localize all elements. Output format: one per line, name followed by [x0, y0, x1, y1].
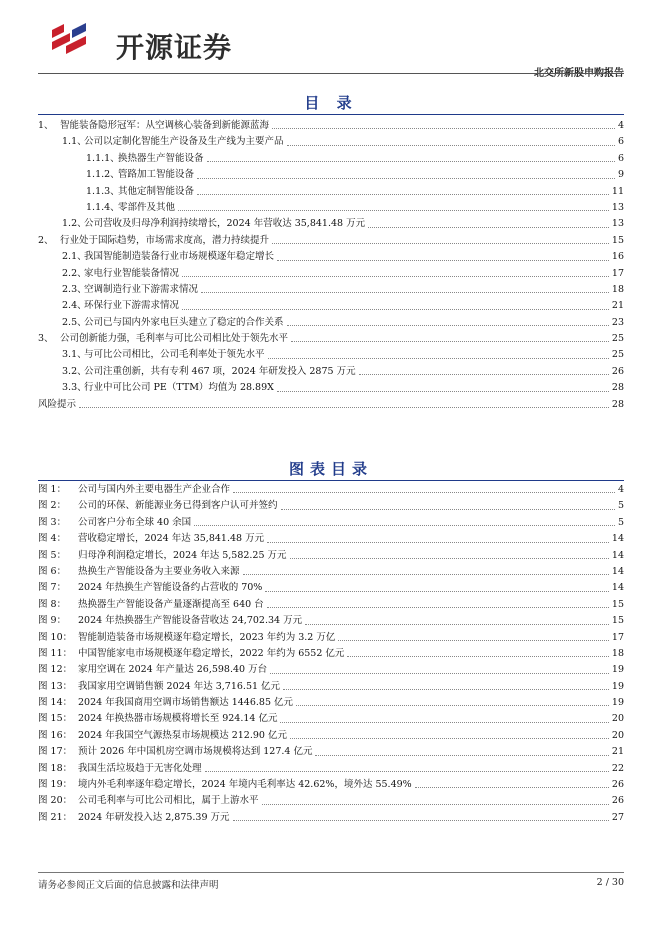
toc-entry[interactable]: [38, 118, 624, 134]
entry-title: 环保行业下游需求情况: [84, 300, 180, 312]
toc-entry[interactable]: [38, 364, 624, 380]
toc-entry[interactable]: [38, 380, 624, 396]
entry-number: 图 8：: [38, 598, 67, 610]
page-header: [38, 18, 624, 79]
dot-leader: [267, 597, 609, 608]
entry-title: 我国家用空调销售额 2024 年达 3,716.51 亿元: [78, 680, 281, 692]
entry-title: 2024 年换热器市场规模将增长至 924.14 亿元: [78, 713, 278, 725]
dot-leader: [277, 380, 609, 391]
entry-title: 2024 年我国空气源热泵市场规模达 212.90 亿元: [78, 729, 287, 741]
entry-number: 图 3：: [38, 516, 67, 528]
toc-entry[interactable]: [38, 200, 624, 216]
dot-leader: [290, 548, 609, 559]
dot-leader: [287, 315, 609, 326]
entry-page: 13: [611, 201, 624, 213]
entry-title: 家用空调在 2024 年产量达 26,598.40 万台: [78, 664, 268, 676]
entry-title: 2024 年研发投入达 2,875.39 万元: [78, 811, 230, 823]
dot-leader: [178, 200, 609, 211]
toc-entry[interactable]: [38, 233, 624, 249]
dot-leader: [233, 810, 609, 821]
entry-number: 图 18：: [38, 762, 73, 774]
entry-title: 公司毛利率与可比公司相比，属于上游水平: [78, 795, 259, 807]
figure-entry[interactable]: [38, 695, 624, 711]
entry-page: 15: [611, 615, 624, 627]
entry-number: 2.5、: [62, 316, 87, 328]
dot-leader: [277, 249, 609, 260]
entry-number: 图 5：: [38, 549, 67, 561]
entry-number: 图 14：: [38, 697, 73, 709]
entry-page: 13: [611, 218, 624, 230]
figure-entry[interactable]: [38, 564, 624, 580]
entry-number: 图 12：: [38, 664, 73, 676]
figure-entry[interactable]: [38, 777, 624, 793]
entry-page: 21: [611, 746, 624, 758]
entry-title: 公司已与国内外家电巨头建立了稳定的合作关系: [84, 316, 284, 328]
entry-page: 17: [611, 631, 624, 643]
dot-leader: [270, 662, 609, 673]
dot-leader: [368, 216, 609, 227]
table-of-contents: [38, 118, 624, 413]
entry-page: 6: [617, 136, 624, 148]
figure-entry[interactable]: [38, 597, 624, 613]
entry-page: 20: [611, 713, 624, 725]
entry-number: 图 6：: [38, 565, 67, 577]
entry-number: 图 1：: [38, 484, 67, 495]
figure-entry[interactable]: [38, 482, 624, 498]
entry-page: 27: [611, 811, 624, 823]
entry-page: 25: [611, 333, 624, 345]
dot-leader: [338, 630, 609, 641]
dot-leader: [283, 679, 609, 690]
page-number: 2 / 30: [596, 877, 624, 888]
entry-title: 管路加工智能设备: [118, 169, 195, 181]
figure-entry[interactable]: [38, 580, 624, 596]
entry-number: 1.1.1、: [86, 152, 120, 164]
figure-entry[interactable]: [38, 662, 624, 678]
toc-entry[interactable]: [38, 282, 624, 298]
dot-leader: [347, 646, 608, 657]
dot-leader: [415, 777, 609, 788]
dot-leader: [194, 515, 615, 526]
entry-number: 1.2、: [62, 218, 87, 230]
entry-page: 14: [611, 565, 624, 577]
entry-number: 图 2：: [38, 500, 67, 512]
toc-entry[interactable]: [38, 184, 624, 200]
entry-title: 中国智能家电市场规模逐年稳定增长，2022 年约为 6552 亿元: [78, 647, 345, 659]
entry-title: 2024 年热换器生产智能设备营收达 24,702.34 万元: [78, 615, 303, 627]
dot-leader: [265, 580, 609, 591]
toc-entry[interactable]: [38, 216, 624, 232]
dot-leader: [280, 711, 608, 722]
toc-entry[interactable]: [38, 151, 624, 167]
entry-number: 2、: [38, 234, 54, 246]
entry-number: 1.1.4、: [86, 201, 120, 213]
entry-number: 图 7：: [38, 582, 67, 594]
dot-leader: [291, 331, 609, 342]
figure-entry[interactable]: [38, 761, 624, 777]
figure-entry[interactable]: [38, 793, 624, 809]
toc-entry[interactable]: [38, 266, 624, 282]
dot-leader: [359, 364, 609, 375]
dot-leader: [315, 744, 608, 755]
entry-title: 公司注重创新，共有专利 467 项，2024 年研发投入 2875 万元: [84, 365, 356, 377]
entry-title: 家电行业智能装备情况: [84, 267, 180, 279]
entry-title: 2024 年我国商用空调市场销售额达 1446.85 亿元: [78, 697, 294, 709]
entry-title: 风险提示: [38, 398, 77, 410]
entry-number: 图 4：: [38, 533, 67, 545]
entry-page: 11: [611, 185, 624, 197]
entry-number: 2.4、: [62, 300, 87, 312]
entry-title: 公司营收及归母净利润持续增长，2024 年营收达 35,841.48 万元: [84, 218, 366, 230]
entry-number: 2.2、: [62, 267, 87, 279]
figure-entry[interactable]: [38, 711, 624, 727]
entry-title: 公司的环保、新能源业务已得到客户认可并签约: [78, 500, 278, 512]
entry-number: 1.1.3、: [86, 185, 120, 197]
entry-title: 境内外毛利率逐年稳定增长，2024 年境内毛利率达 42.62%，境外达 55.49%: [78, 779, 412, 791]
entry-number: 图 17：: [38, 746, 73, 758]
figures-title: 图表目录: [288, 460, 373, 478]
dot-leader: [262, 793, 609, 804]
entry-page: 9: [617, 169, 624, 181]
entry-page: 4: [617, 484, 624, 495]
figure-entry[interactable]: [38, 646, 624, 662]
dot-leader: [268, 347, 609, 358]
toc-entry[interactable]: [38, 331, 624, 347]
entry-title: 智能装备隐形冠军：从空调核心装备到新能源蓝海: [60, 120, 270, 131]
entry-title: 营收稳定增长，2024 年达 35,841.48 万元: [78, 533, 265, 545]
entry-title: 智能制造装备市场规模逐年稳定增长，2023 年约为 3.2 万亿: [78, 631, 336, 643]
figure-entry[interactable]: [38, 515, 624, 531]
entry-number: 3.1、: [62, 349, 87, 361]
logo-text: 开源证券: [116, 31, 233, 64]
entry-title: 预计 2026 年中国机房空调市场规模将达到 127.4 亿元: [78, 746, 313, 758]
entry-page: 26: [611, 779, 624, 791]
footer-disclaimer: 请务必参阅正文后面的信息披露和法律声明: [38, 880, 219, 891]
entry-title: 其他定制智能设备: [118, 185, 195, 197]
entry-number: 图 21：: [38, 811, 73, 823]
header-rule: [38, 73, 624, 74]
entry-number: 图 16：: [38, 729, 73, 741]
toc-entry[interactable]: [38, 298, 624, 314]
entry-page: 28: [611, 382, 624, 394]
entry-page: 6: [617, 152, 624, 164]
entry-page: 19: [611, 680, 624, 692]
toc-title-rule: [38, 114, 624, 115]
entry-page: 16: [611, 251, 624, 263]
entry-title: 热换器生产智能设备产量逐渐提高至 640 台: [78, 598, 264, 610]
entry-number: 图 15：: [38, 713, 73, 725]
figure-entry[interactable]: [38, 630, 624, 646]
entry-title: 公司与国内外主要电器生产企业合作: [78, 484, 231, 495]
entry-title: 与可比公司相比，公司毛利率处于领先水平: [84, 349, 265, 361]
dot-leader: [182, 266, 609, 277]
entry-title: 公司创新能力强，毛利率与可比公司相比处于领先水平: [60, 333, 289, 345]
figures-title-rule: [38, 480, 624, 481]
entry-page: 5: [617, 500, 624, 512]
entry-page: 4: [617, 120, 624, 131]
entry-title: 热换生产智能设备为主要业务收入来源: [78, 565, 240, 577]
entry-number: 3、: [38, 333, 54, 345]
figure-entry[interactable]: [38, 531, 624, 547]
toc-title: 目 录: [304, 94, 358, 112]
dot-leader: [272, 233, 609, 244]
dot-leader: [197, 167, 615, 178]
figure-entry[interactable]: [38, 744, 624, 760]
entry-page: 22: [611, 762, 624, 774]
entry-number: 图 11：: [38, 647, 73, 659]
entry-title: 行业中可比公司 PE（TTM）均值为 28.89X: [84, 382, 274, 394]
entry-page: 28: [611, 398, 624, 410]
entry-number: 3.3、: [62, 382, 87, 394]
entry-page: 14: [611, 549, 624, 561]
dot-leader: [272, 118, 615, 129]
entry-number: 图 9：: [38, 615, 67, 627]
toc-entry[interactable]: [38, 249, 624, 265]
entry-title: 我国智能制造装备行业市场规模逐年稳定增长: [84, 251, 275, 263]
entry-title: 我国生活垃圾趋于无害化处理: [78, 762, 202, 774]
entry-page: 14: [611, 533, 624, 545]
entry-page: 15: [611, 234, 624, 246]
dot-leader: [296, 695, 609, 706]
entry-page: 18: [611, 647, 624, 659]
toc-entry[interactable]: [38, 397, 624, 413]
dot-leader: [205, 761, 609, 772]
entry-number: 图 13：: [38, 680, 73, 692]
dot-leader: [182, 298, 609, 309]
entry-number: 1、: [38, 120, 54, 131]
dot-leader: [287, 134, 615, 145]
entry-page: 5: [617, 516, 624, 528]
dot-leader: [207, 151, 615, 162]
entry-page: 26: [611, 365, 624, 377]
kaiyuan-logo-icon: [50, 20, 90, 60]
dot-leader: [243, 564, 609, 575]
dot-leader: [197, 184, 609, 195]
entry-number: 图 19：: [38, 779, 73, 791]
entry-page: 19: [611, 697, 624, 709]
entry-page: 21: [611, 300, 624, 312]
entry-title: 换热器生产智能设备: [118, 152, 204, 164]
entry-page: 15: [611, 598, 624, 610]
figure-entry[interactable]: [38, 613, 624, 629]
footer-rule: [38, 872, 624, 873]
dot-leader: [201, 282, 609, 293]
dot-leader: [267, 531, 609, 542]
figure-entry[interactable]: [38, 810, 624, 826]
figure-entry[interactable]: [38, 548, 624, 564]
entry-title: 空调制造行业下游需求情况: [84, 283, 199, 295]
dot-leader: [290, 728, 609, 739]
figure-entry[interactable]: [38, 679, 624, 695]
entry-page: 20: [611, 729, 624, 741]
entry-page: 17: [611, 267, 624, 279]
entry-title: 公司以定制化智能生产设备及生产线为主要产品: [84, 136, 284, 148]
figure-entry[interactable]: [38, 498, 624, 514]
entry-title: 零部件及其他: [118, 201, 176, 213]
figure-list: [38, 482, 624, 826]
entry-number: 1.1、: [62, 136, 87, 148]
figure-entry[interactable]: [38, 728, 624, 744]
dot-leader: [233, 482, 615, 493]
entry-page: 14: [611, 582, 624, 594]
entry-number: 1.1.2、: [86, 169, 120, 181]
dot-leader: [281, 498, 615, 509]
toc-entry[interactable]: [38, 347, 624, 363]
entry-title: 公司客户分布全球 40 余国: [78, 516, 192, 528]
entry-page: 19: [611, 664, 624, 676]
entry-number: 图 10：: [38, 631, 73, 643]
entry-title: 归母净利润稳定增长，2024 年达 5,582.25 万元: [78, 549, 287, 561]
entry-page: 26: [611, 795, 624, 807]
entry-number: 2.1、: [62, 251, 87, 263]
entry-number: 3.2、: [62, 365, 87, 377]
entry-page: 25: [611, 349, 624, 361]
entry-title: 行业处于国际趋势，市场需求度高，潜力持续提升: [60, 234, 270, 246]
dot-leader: [79, 397, 609, 408]
entry-page: 18: [611, 283, 624, 295]
toc-entry[interactable]: [38, 315, 624, 331]
dot-leader: [305, 613, 609, 624]
entry-page: 23: [611, 316, 624, 328]
toc-entry[interactable]: [38, 134, 624, 150]
entry-number: 2.3、: [62, 283, 87, 295]
entry-number: 图 20：: [38, 795, 73, 807]
entry-title: 2024 年热换生产智能设备约占营收的 70%: [78, 582, 263, 594]
toc-entry[interactable]: [38, 167, 624, 183]
report-type: 北交所新股申购报告: [534, 68, 624, 79]
